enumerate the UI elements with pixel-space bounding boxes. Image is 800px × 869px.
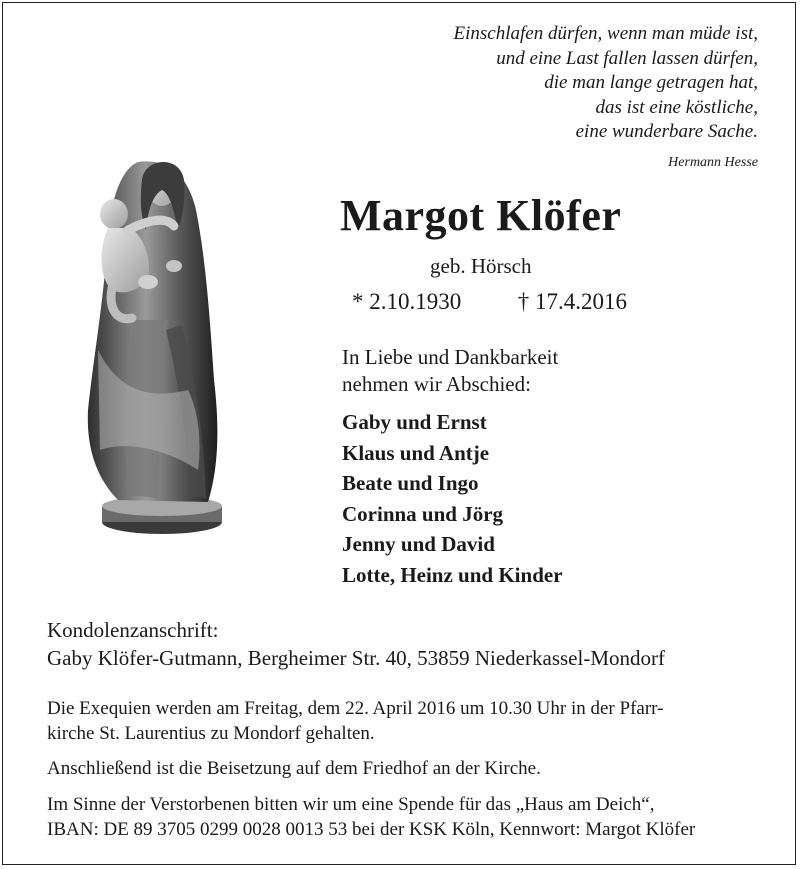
poem-line: Einschlafen dürfen, wenn man müde ist, (453, 23, 758, 44)
list-item: Lotte, Heinz und Kinder (342, 562, 563, 587)
list-item: Beate und Ingo (342, 471, 479, 495)
life-dates (352, 289, 627, 315)
donation-line: IBAN: DE 89 3705 0299 0028 0013 53 bei der KSK Köln, Kennwort: Margot Klöfer (47, 818, 696, 840)
list-item: Jenny und David (342, 532, 495, 556)
farewell-line: In Liebe und Dankbarkeit (342, 345, 559, 369)
donation-paragraph (47, 793, 759, 842)
donation-line: Im Sinne der Verstorbenen bitten wir um eine Spende für das „Haus am Deich“, (47, 794, 655, 815)
birth-date: * 2.10.1930 (352, 289, 462, 314)
farewell-text (342, 344, 558, 398)
deceased-name: Margot Klöfer (340, 191, 622, 240)
condolence-address: Gaby Klöfer-Gutmann, Bergheimer Str. 40, 53859 Niederkassel-Mondorf (47, 646, 665, 670)
birth-name: geb. Hörsch (430, 254, 532, 278)
poem-quote (454, 22, 759, 145)
death-date: † 17.4.2016 (517, 289, 627, 314)
poem-author: Hermann Hesse (668, 155, 758, 170)
madonna-statue-image (78, 150, 228, 540)
exequies-line: kirche St. Laurentius zu Mondorf gehalten. (47, 722, 375, 744)
exequies-paragraph (47, 697, 759, 746)
list-item: Gaby und Ernst (342, 410, 487, 434)
poem-line: das ist eine köstliche, (595, 96, 758, 118)
poem-line: die man lange getragen hat, (544, 72, 758, 93)
condolence-label: Kondolenzanschrift: (47, 618, 219, 642)
farewell-line: nehmen wir Abschied: (342, 372, 531, 396)
poem-line: eine wunderbare Sache. (575, 121, 758, 142)
list-item: Corinna und Jörg (342, 501, 504, 526)
burial-paragraph: Anschließend ist die Beisetzung auf dem Friedhof an der Kirche. (47, 758, 541, 779)
poem-line: und eine Last fallen lassen dürfen, (496, 47, 758, 69)
list-item: Klaus und Antje (342, 440, 490, 465)
mourners-list (342, 407, 563, 590)
exequies-line: Die Exequien werden am Freitag, dem 22. April 2016 um 10.30 Uhr in der Pfarr- (47, 698, 664, 719)
